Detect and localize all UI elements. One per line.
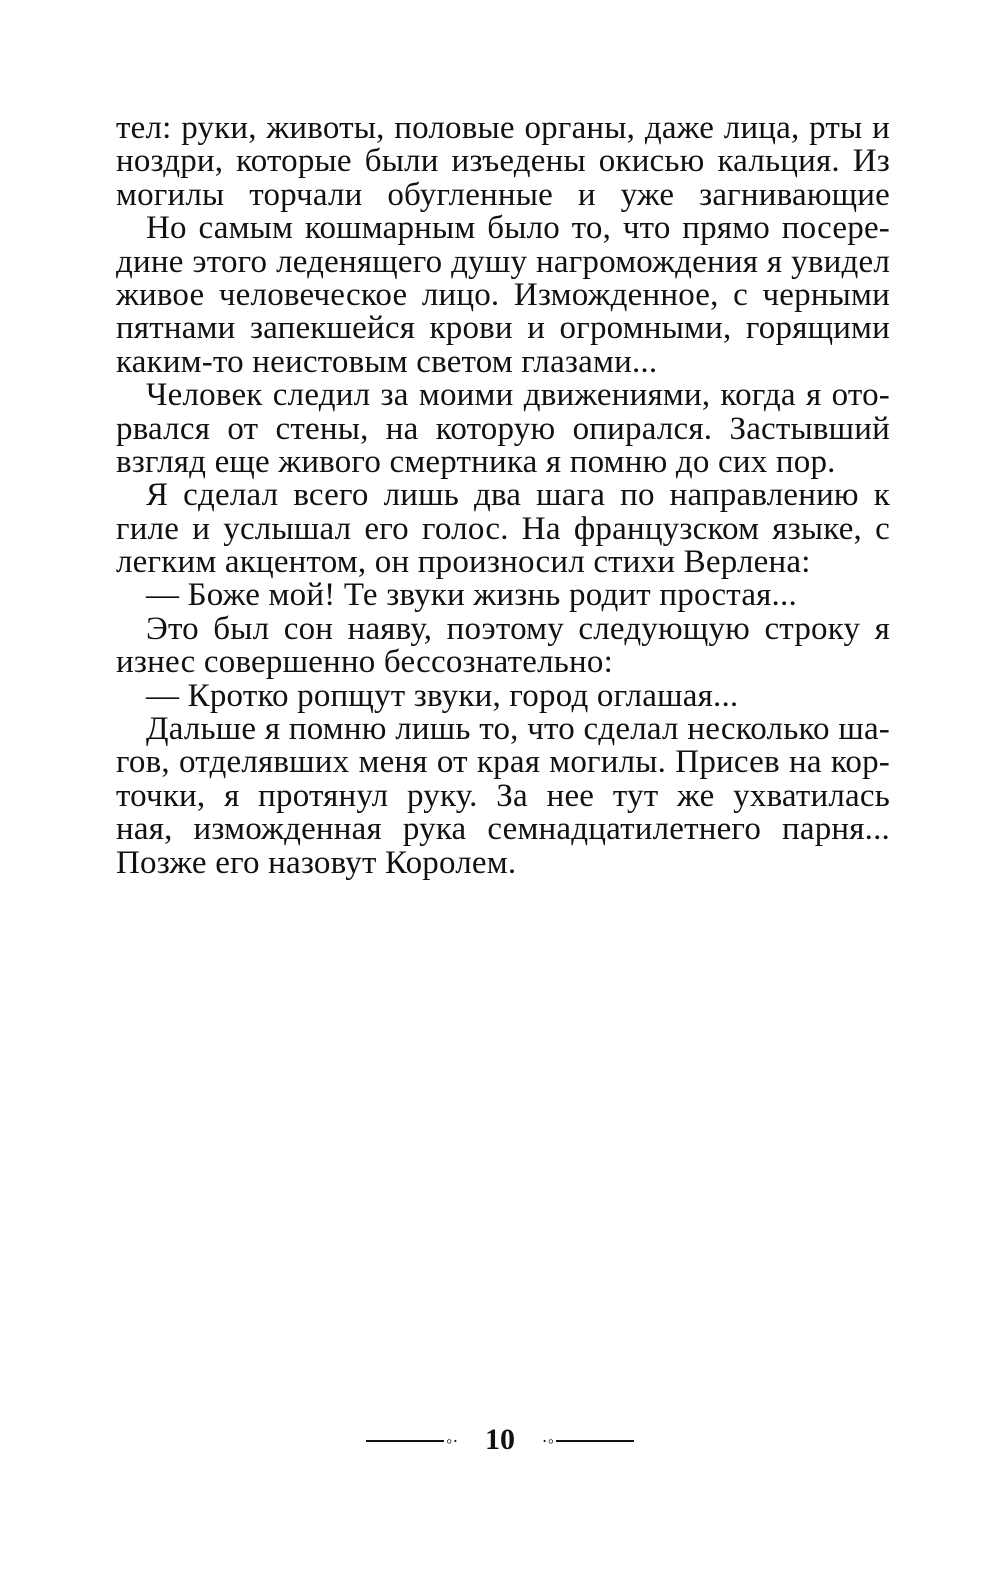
footer-ornament-right-icon: ·◦	[541, 1431, 554, 1451]
footer-rule-right	[556, 1440, 634, 1442]
text-line: Человек следил за моими движениями, когда я ото-	[146, 379, 890, 413]
text-line: Это был сон наяву, поэтому следующую строку я	[146, 612, 890, 647]
text-line: дине этого леденящего душу нагромождения я увидел	[116, 245, 890, 279]
text-line: ная, изможденная рука семнадцатилетнего парня...	[116, 813, 890, 847]
text-line: Дальше я помню лишь то, что сделал несколько ша-	[146, 713, 890, 747]
text-line: гиле и услышал его голос. На французском языке, с	[116, 512, 890, 547]
text-line: пятнами запекшейся крови и огромными, горящими	[116, 312, 890, 346]
text-line: ноздри, которые были изъедены окисью кальция. Из	[116, 145, 890, 179]
text-line: взгляд еще живого смертника я помню до сих пор.	[116, 443, 836, 480]
text-line: каким-то неистовым светом глазами...	[116, 343, 658, 380]
page-number: 10	[485, 1423, 515, 1456]
text-line: могилы торчали обугленные и уже загнивающие	[116, 178, 890, 213]
text-line: Позже его назовут Королем.	[116, 844, 517, 881]
text-line: живое человеческое лицо. Изможденное, с черными	[116, 278, 890, 313]
text-line: гов, отделявших меня от края могилы. Присев на кор-	[116, 746, 890, 780]
text-line: изнес совершенно бессознательно:	[116, 644, 613, 681]
text-line: легким акцентом, он произносил стихи Верлена:	[116, 544, 811, 581]
text-line: Но самым кошмарным было то, что прямо посере-	[146, 212, 890, 246]
text-line: — Кротко ропщут звуки, город оглашая...	[146, 677, 739, 714]
text-line: тел: руки, животы, половые органы, даже лица, рты и	[116, 112, 890, 146]
text-line: точки, я протянул руку. За нее тут же ухватилась	[116, 779, 890, 814]
text-line: — Боже мой! Те звуки жизнь родит простая...	[146, 577, 797, 614]
footer-ornament-left-icon: ◦·	[446, 1431, 459, 1451]
text-line: Я сделал всего лишь два шага по направлению к	[146, 479, 890, 513]
body-text	[116, 112, 890, 880]
page-footer	[366, 1420, 634, 1460]
text-line: рвался от стены, на которую опирался. Застывший	[116, 412, 890, 446]
